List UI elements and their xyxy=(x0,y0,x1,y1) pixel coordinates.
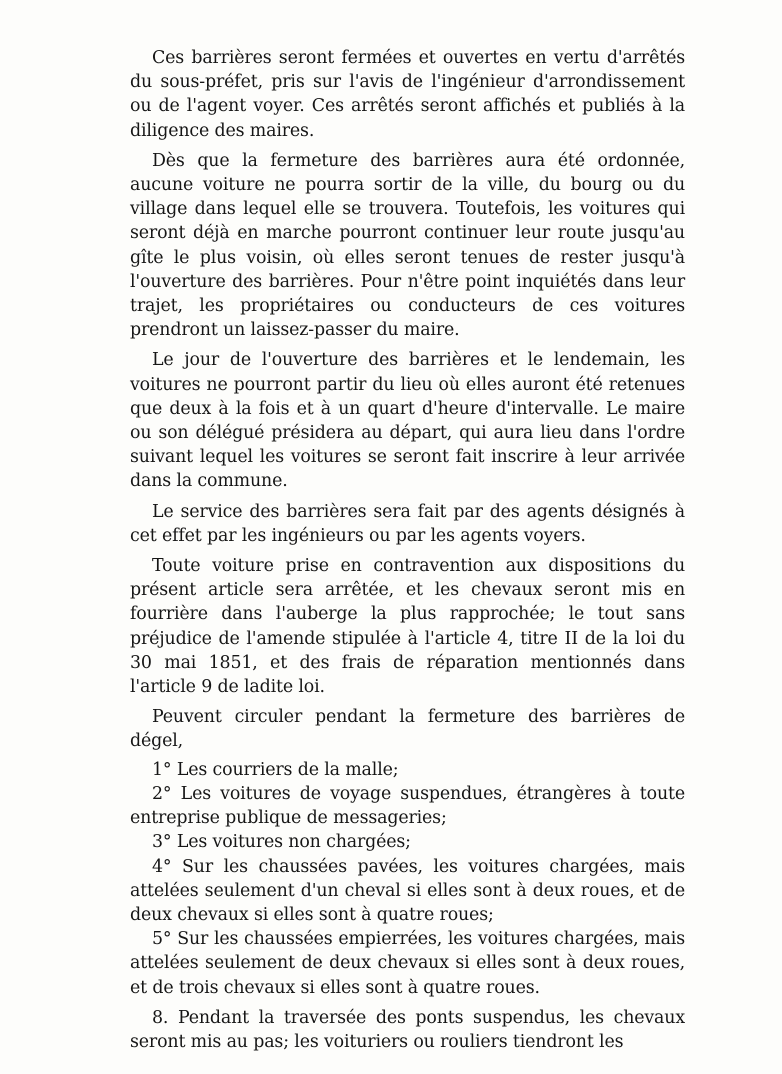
list-item-number: 2° xyxy=(152,783,172,804)
paragraph-contravention: Toute voiture prise en contravention aux dispositions du présent article sera arrêtée, et les chevaux seront mis en fourrière dans l'auberge la plus rapprochée; le tout sans préjudice de l'amende stipulée à l'article 4, titre II de la loi du 30 mai 1851, et des frais de réparation mentionnés dans l'article 9 de ladite loi. xyxy=(130,556,685,698)
paragraph-barrier-orders: Ces barrières seront fermées et ouvertes en vertu d'arrêtés du sous-préfet, pris sur l'avis de l'ingénieur d'arrondissement ou de l'agent voyer. Ces arrêtés seront affichés et publiés à la diligence des maires. xyxy=(130,48,685,141)
list-item-number: 5° xyxy=(152,929,172,950)
article-text: Pendant la traversée des ponts suspendus, les chevaux seront mis au pas; les voituriers ou rouliers tiendront les xyxy=(130,1007,685,1052)
paragraph-reopening-rules: Le jour de l'ouverture des barrières et le lendemain, les voitures ne pourront partir du lieu où elles auront été retenues que deux à la fois et à un quart d'heure d'intervalle. Le maire ou son délégué présidera au départ, qui aura lieu dans l'ordre suivant lequel les voitures se seront fait inscrire à leur arrivée dans la commune. xyxy=(130,350,685,492)
list-item-text: Les voitures de voyage suspendues, étrangères à toute entreprise publique de messageries; xyxy=(130,783,685,829)
paragraph-barrier-service: Le service des barrières sera fait par des agents désignés à cet effet par les ingénieurs ou par les agents voyers. xyxy=(130,501,685,546)
paragraph-article-8 xyxy=(130,1006,685,1054)
paragraph-exemptions-intro: Peuvent circuler pendant la fermeture des barrières de dégel, xyxy=(130,707,685,752)
list-item-number: 3° xyxy=(152,832,172,853)
list-item-text: Sur les chaussées empierrées, les voitures chargées, mais attelées seulement de deux chevaux si elles sont à deux roues, et de trois chevaux si elles sont à quatre roues. xyxy=(130,929,685,998)
list-item-number: 1° xyxy=(152,759,172,780)
list-item-text: Les courriers de la malle; xyxy=(176,759,399,780)
list-item xyxy=(130,782,685,830)
list-item-text: Les voitures non chargées; xyxy=(176,832,411,853)
list-item xyxy=(130,855,685,928)
article-number: 8. xyxy=(152,1007,169,1028)
page-text xyxy=(130,46,685,1054)
list-item xyxy=(130,927,685,1000)
list-item-number: 4° xyxy=(152,856,172,877)
list-item-text: Sur les chaussées pavées, les voitures chargées, mais attelées seulement d'un cheval si elles sont à deux roues, et de deux chevaux si elles sont à quatre roues; xyxy=(130,856,685,925)
paragraph-closure-rules: Dès que la fermeture des barrières aura été ordonnée, aucune voiture ne pourra sortir de la ville, du bourg ou du village dans lequel elle se trouvera. Toutefois, les voitures qui seront déjà en marche pourront continuer leur route jusqu'au gîte le plus voisin, où elles seront tenues de rester jusqu'à l'ouverture des barrières. Pour n'être point inquiétés dans leur trajet, les propriétaires ou conducteurs de ces voitures prendront un laissez-passer du maire. xyxy=(130,150,685,341)
list-item xyxy=(130,830,685,854)
list-item xyxy=(130,758,685,782)
